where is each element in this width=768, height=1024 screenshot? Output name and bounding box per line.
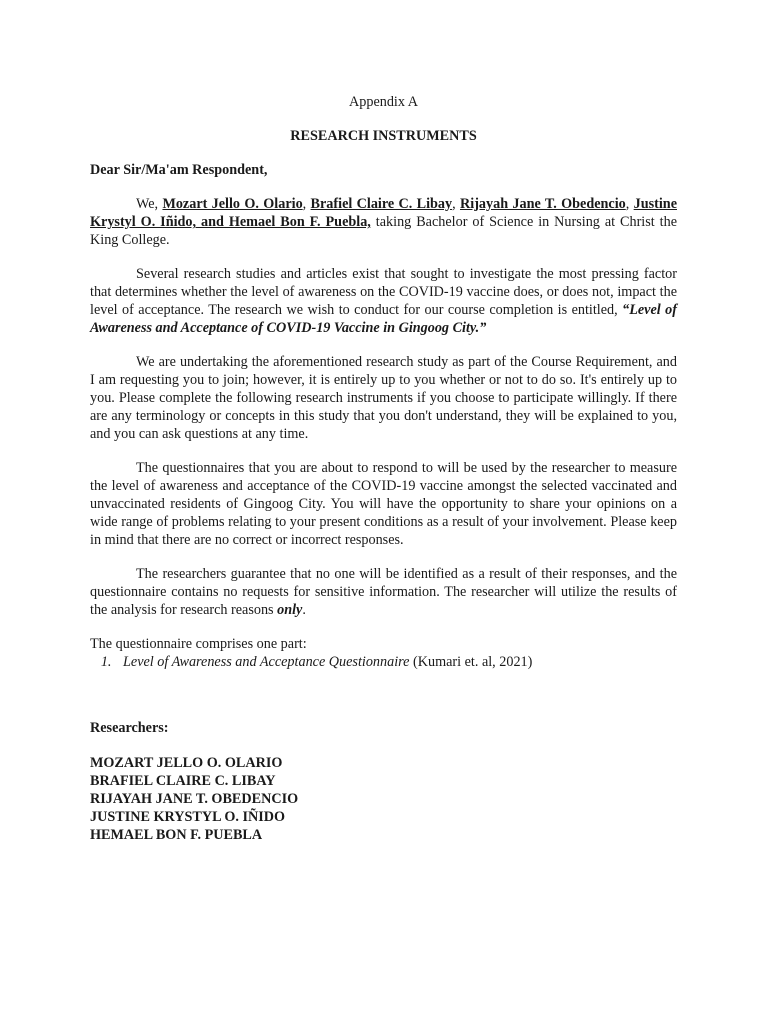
salutation: Dear Sir/Ma'am Respondent, [90,162,268,178]
researcher-name: BRAFIEL CLAIRE C. LIBAY [90,773,276,789]
researcher-name: JUSTINE KRYSTYL O. IÑIDO [90,809,286,825]
researchers-heading: Researchers: [90,720,169,736]
author-name: Brafiel Claire C. Libay [310,196,453,212]
study-title: “Level of Awareness and Acceptance of COVID-19 Vaccine in Gingoog City.” [90,302,677,336]
questionnaire-list [90,653,677,671]
author-name: Justine Krystyl O. Iñido, and Hemael Bon F. Puebla, [90,196,677,230]
intro-tail: taking Bachelor of Science in Nursing at Christ the King College. [90,214,677,248]
researchers-list [90,754,677,844]
participation-paragraph: We are undertaking the aforementioned research study as part of the Course Requirement, and I am requesting you to join; however, it is entirely up to you whether or not to do so. It's entirely up to you. Please complete the following research instruments if you choose to participate willingly. If there are any terminology or concepts in this study that you don't understand, they will be explained to you, and you can ask questions at any time. [90,354,677,442]
intro-paragraph: We, Mozart Jello O. Olario, Brafiel Claire C. Libay, Rijayah Jane T. Obedencio, Justine Krystyl O. Iñido, and Hemael Bon F. Puebla, taking Bachelor of Science in Nursing at Christ the King College. [90,196,677,248]
questionnaire-title: Level of Awareness and Acceptance Questionnaire [123,654,410,670]
purpose-paragraph: Several research studies and articles exist that sought to investigate the most pressing factor that determines whether the level of awareness on the COVID-19 vaccine does, or does not, impact the level of acceptance. The research we wish to conduct for our course completion is entitled, “Level of Awareness and Acceptance of COVID-19 Vaccine in Gingoog City.” [90,266,677,336]
author-name: Rijayah Jane T. Obedencio [460,196,626,212]
letter-body [90,93,677,844]
confidentiality-paragraph: The researchers guarantee that no one will be identified as a result of their responses, and the questionnaire contains no requests for sensitive information. The researcher will utilize the results of the analysis for research reasons only. [90,566,677,618]
citation: (Kumari et. al, 2021) [409,654,533,670]
researcher-name: HEMAEL BON F. PUEBLA [90,827,263,843]
questionnaire-intro: The questionnaire comprises one part: [90,636,307,652]
emphasis-only: only [277,602,303,618]
author-name: Mozart Jello O. Olario [162,196,303,212]
researcher-name: MOZART JELLO O. OLARIO [90,755,283,771]
list-item [115,653,677,671]
questionnaire-purpose-paragraph: The questionnaires that you are about to respond to will be used by the researcher to measure the level of awareness and acceptance of the COVID-19 vaccine amongst the selected vaccinated and unvaccinated residents of Gingoog City. You will have the opportunity to share your opinions on a wide range of problems relating to your present conditions as a result of your involvement. Please keep in mind that there are no correct or incorrect responses. [90,460,677,548]
intro-lead: We, [136,196,163,212]
researcher-name: RIJAYAH JANE T. OBEDENCIO [90,791,299,807]
document-title: RESEARCH INSTRUMENTS [290,128,477,144]
appendix-label: Appendix A [349,94,418,110]
